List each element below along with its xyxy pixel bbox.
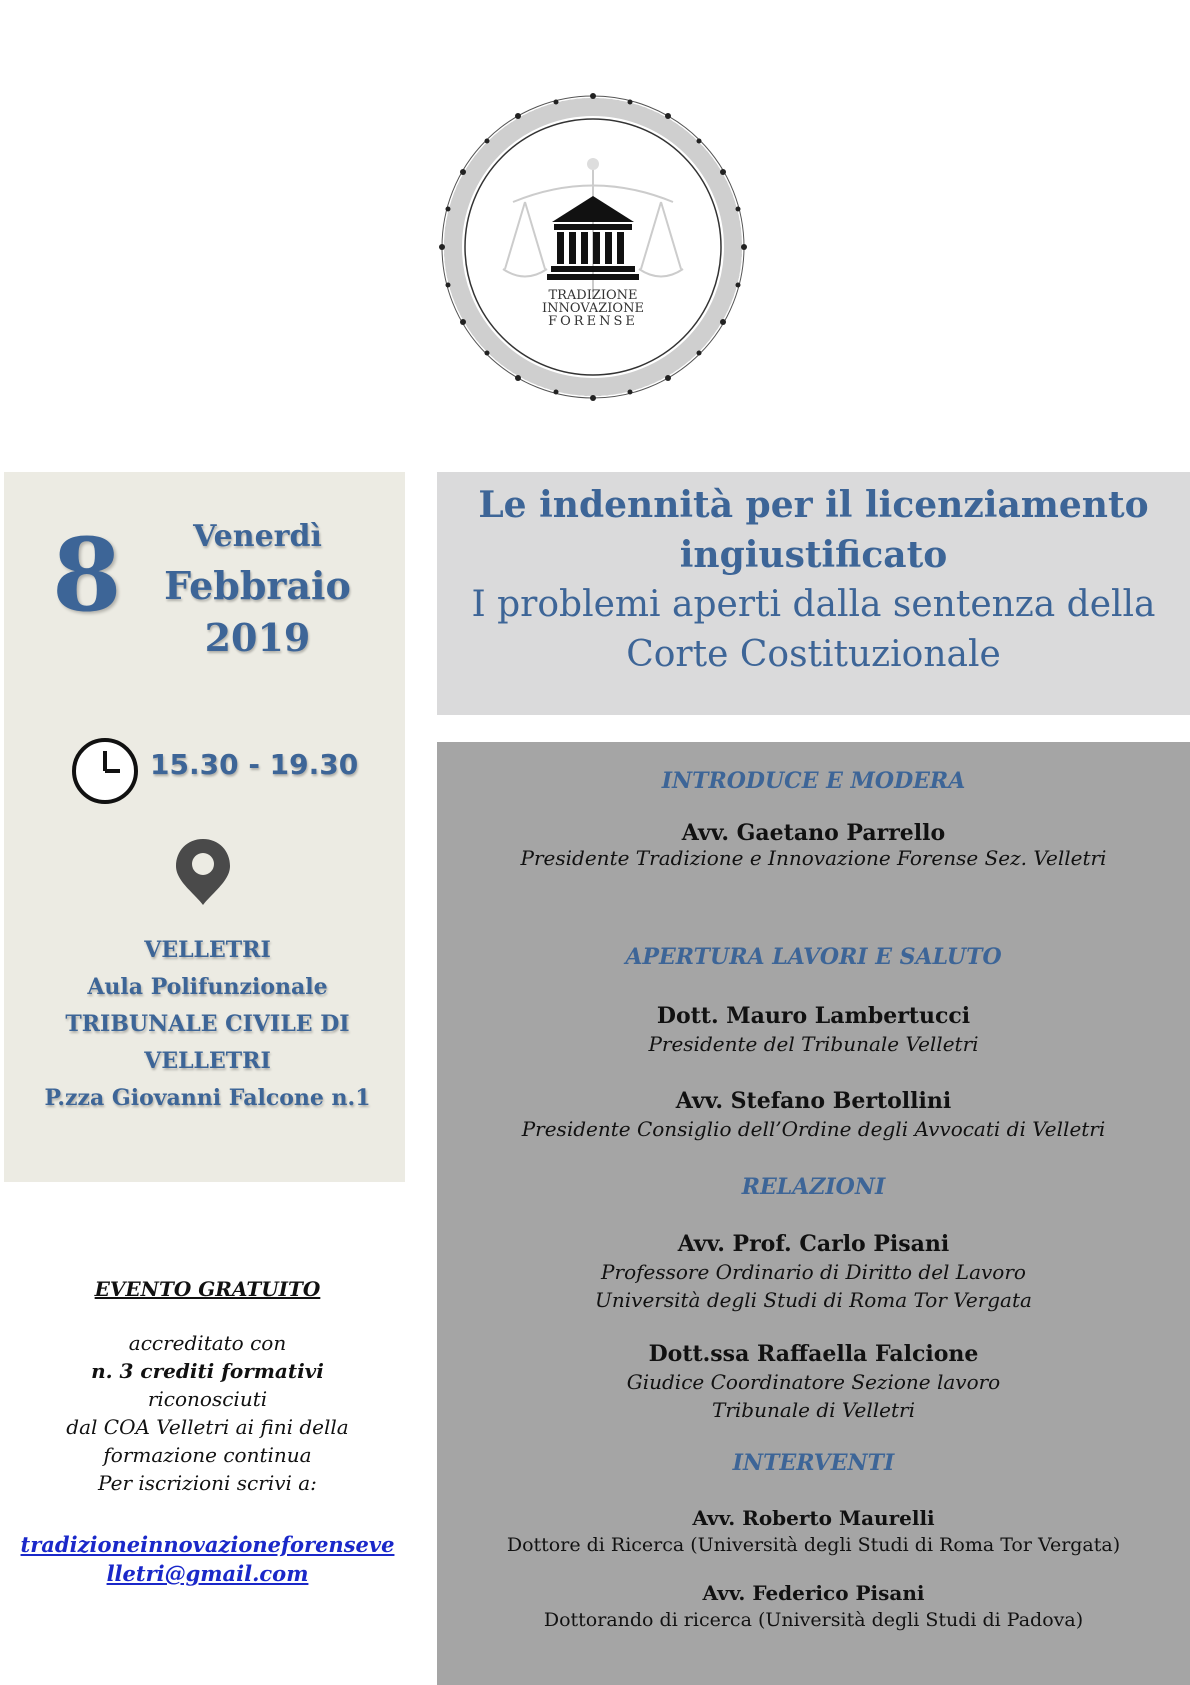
speaker-name: Avv. Roberto Maurelli (692, 1506, 935, 1530)
speaker-block (437, 1340, 1190, 1424)
speaker-name: Dott. Mauro Lambertucci (656, 1003, 971, 1029)
speaker-role: Dottorando di ricerca (Università degli Studi di Padova) (543, 1609, 1084, 1631)
speaker-role: Presidente del Tribunale Velletri (648, 1032, 979, 1056)
event-free-title: EVENTO GRATUITO (94, 1277, 321, 1301)
speaker-role: Dottore di Ricerca (Università degli Studi di Roma Tor Vergata) (506, 1534, 1121, 1556)
event-info-line: dal COA Velletri ai fini della (66, 1415, 349, 1439)
speaker-name: Avv. Federico Pisani (702, 1581, 925, 1605)
location-line: Aula Polifunzionale (87, 974, 328, 1000)
section-heading-apertura: APERTURA LAVORI E SALUTO (625, 944, 1002, 970)
event-info (20, 1275, 395, 1497)
section-heading-introduce: INTRODUCE E MODERA (661, 768, 966, 794)
subtitle-line-1: I problemi aperti dalla sentenza della (471, 584, 1156, 625)
event-info-line: Per iscrizioni scrivi a: (98, 1471, 317, 1495)
event-info-line: formazione continua (103, 1443, 312, 1467)
section-heading-relazioni: RELAZIONI (741, 1174, 886, 1200)
title-line-2: ingiustificato (679, 534, 948, 576)
event-title-box (437, 472, 1190, 715)
logo-emblem (435, 84, 755, 410)
logo-text-2: INNOVAZIONE (542, 301, 644, 316)
event-location (20, 932, 395, 1117)
logo (435, 84, 755, 410)
email-link-part-1[interactable]: tradizioneinnovazioneforenseve (20, 1532, 395, 1557)
speaker-role: Giudice Coordinatore Sezione lavoro (626, 1370, 1001, 1394)
program-panel (437, 742, 1190, 1685)
section-heading-interventi: INTERVENTI (732, 1450, 895, 1476)
location-line: P.zza Giovanni Falcone n.1 (44, 1085, 371, 1111)
speaker-name: Avv. Prof. Carlo Pisani (677, 1231, 950, 1257)
email-link-part-2[interactable]: lletri@gmail.com (106, 1561, 309, 1586)
speaker-block (437, 1504, 1190, 1558)
speaker-role: Professore Ordinario di Diritto del Lavoro (601, 1260, 1026, 1284)
speaker-name: Avv. Gaetano Parrello (681, 820, 946, 846)
title-line-1: Le indennità per il licenziamento (478, 484, 1149, 526)
date-day: 8 (52, 516, 122, 634)
date-weekday: Venerdì (193, 519, 322, 554)
event-credits: n. 3 crediti formativi (91, 1359, 324, 1383)
date-block (150, 515, 365, 663)
speaker-role: Università degli Studi di Roma Tor Vergata (595, 1288, 1032, 1312)
speaker-role: Presidente Consiglio dell’Ordine degli Avvocati di Velletri (521, 1117, 1106, 1141)
event-info-line: accreditato con (128, 1331, 287, 1355)
subtitle-line-2: Corte Costituzionale (626, 634, 1001, 675)
date-month: Febbraio (164, 563, 351, 608)
speaker-role: Tribunale di Velletri (712, 1398, 915, 1422)
speaker-block (437, 1002, 1190, 1058)
clock-icon (70, 736, 140, 806)
speaker-name: Avv. Stefano Bertollini (675, 1088, 952, 1114)
speaker-block (437, 1579, 1190, 1633)
location-line: TRIBUNALE CIVILE DI (65, 1011, 350, 1037)
speaker-block (437, 1230, 1190, 1314)
event-time: 15.30 - 19.30 (150, 748, 359, 781)
event-info-line: riconosciuti (147, 1387, 268, 1411)
logo-text-3: FORENSE (548, 314, 638, 329)
speaker-name: Dott.ssa Raffaella Falcione (648, 1341, 979, 1367)
location-pin-icon (174, 837, 232, 907)
speaker-role: Presidente Tradizione e Innovazione Forense Sez. Velletri (520, 846, 1107, 870)
email-link[interactable] (20, 1530, 395, 1588)
location-line: VELLETRI (144, 937, 271, 963)
location-line: VELLETRI (144, 1048, 271, 1074)
logo-text-1: TRADIZIONE (548, 288, 638, 303)
speaker-block (437, 819, 1190, 869)
date-year: 2019 (204, 615, 311, 660)
speaker-block (437, 1087, 1190, 1143)
